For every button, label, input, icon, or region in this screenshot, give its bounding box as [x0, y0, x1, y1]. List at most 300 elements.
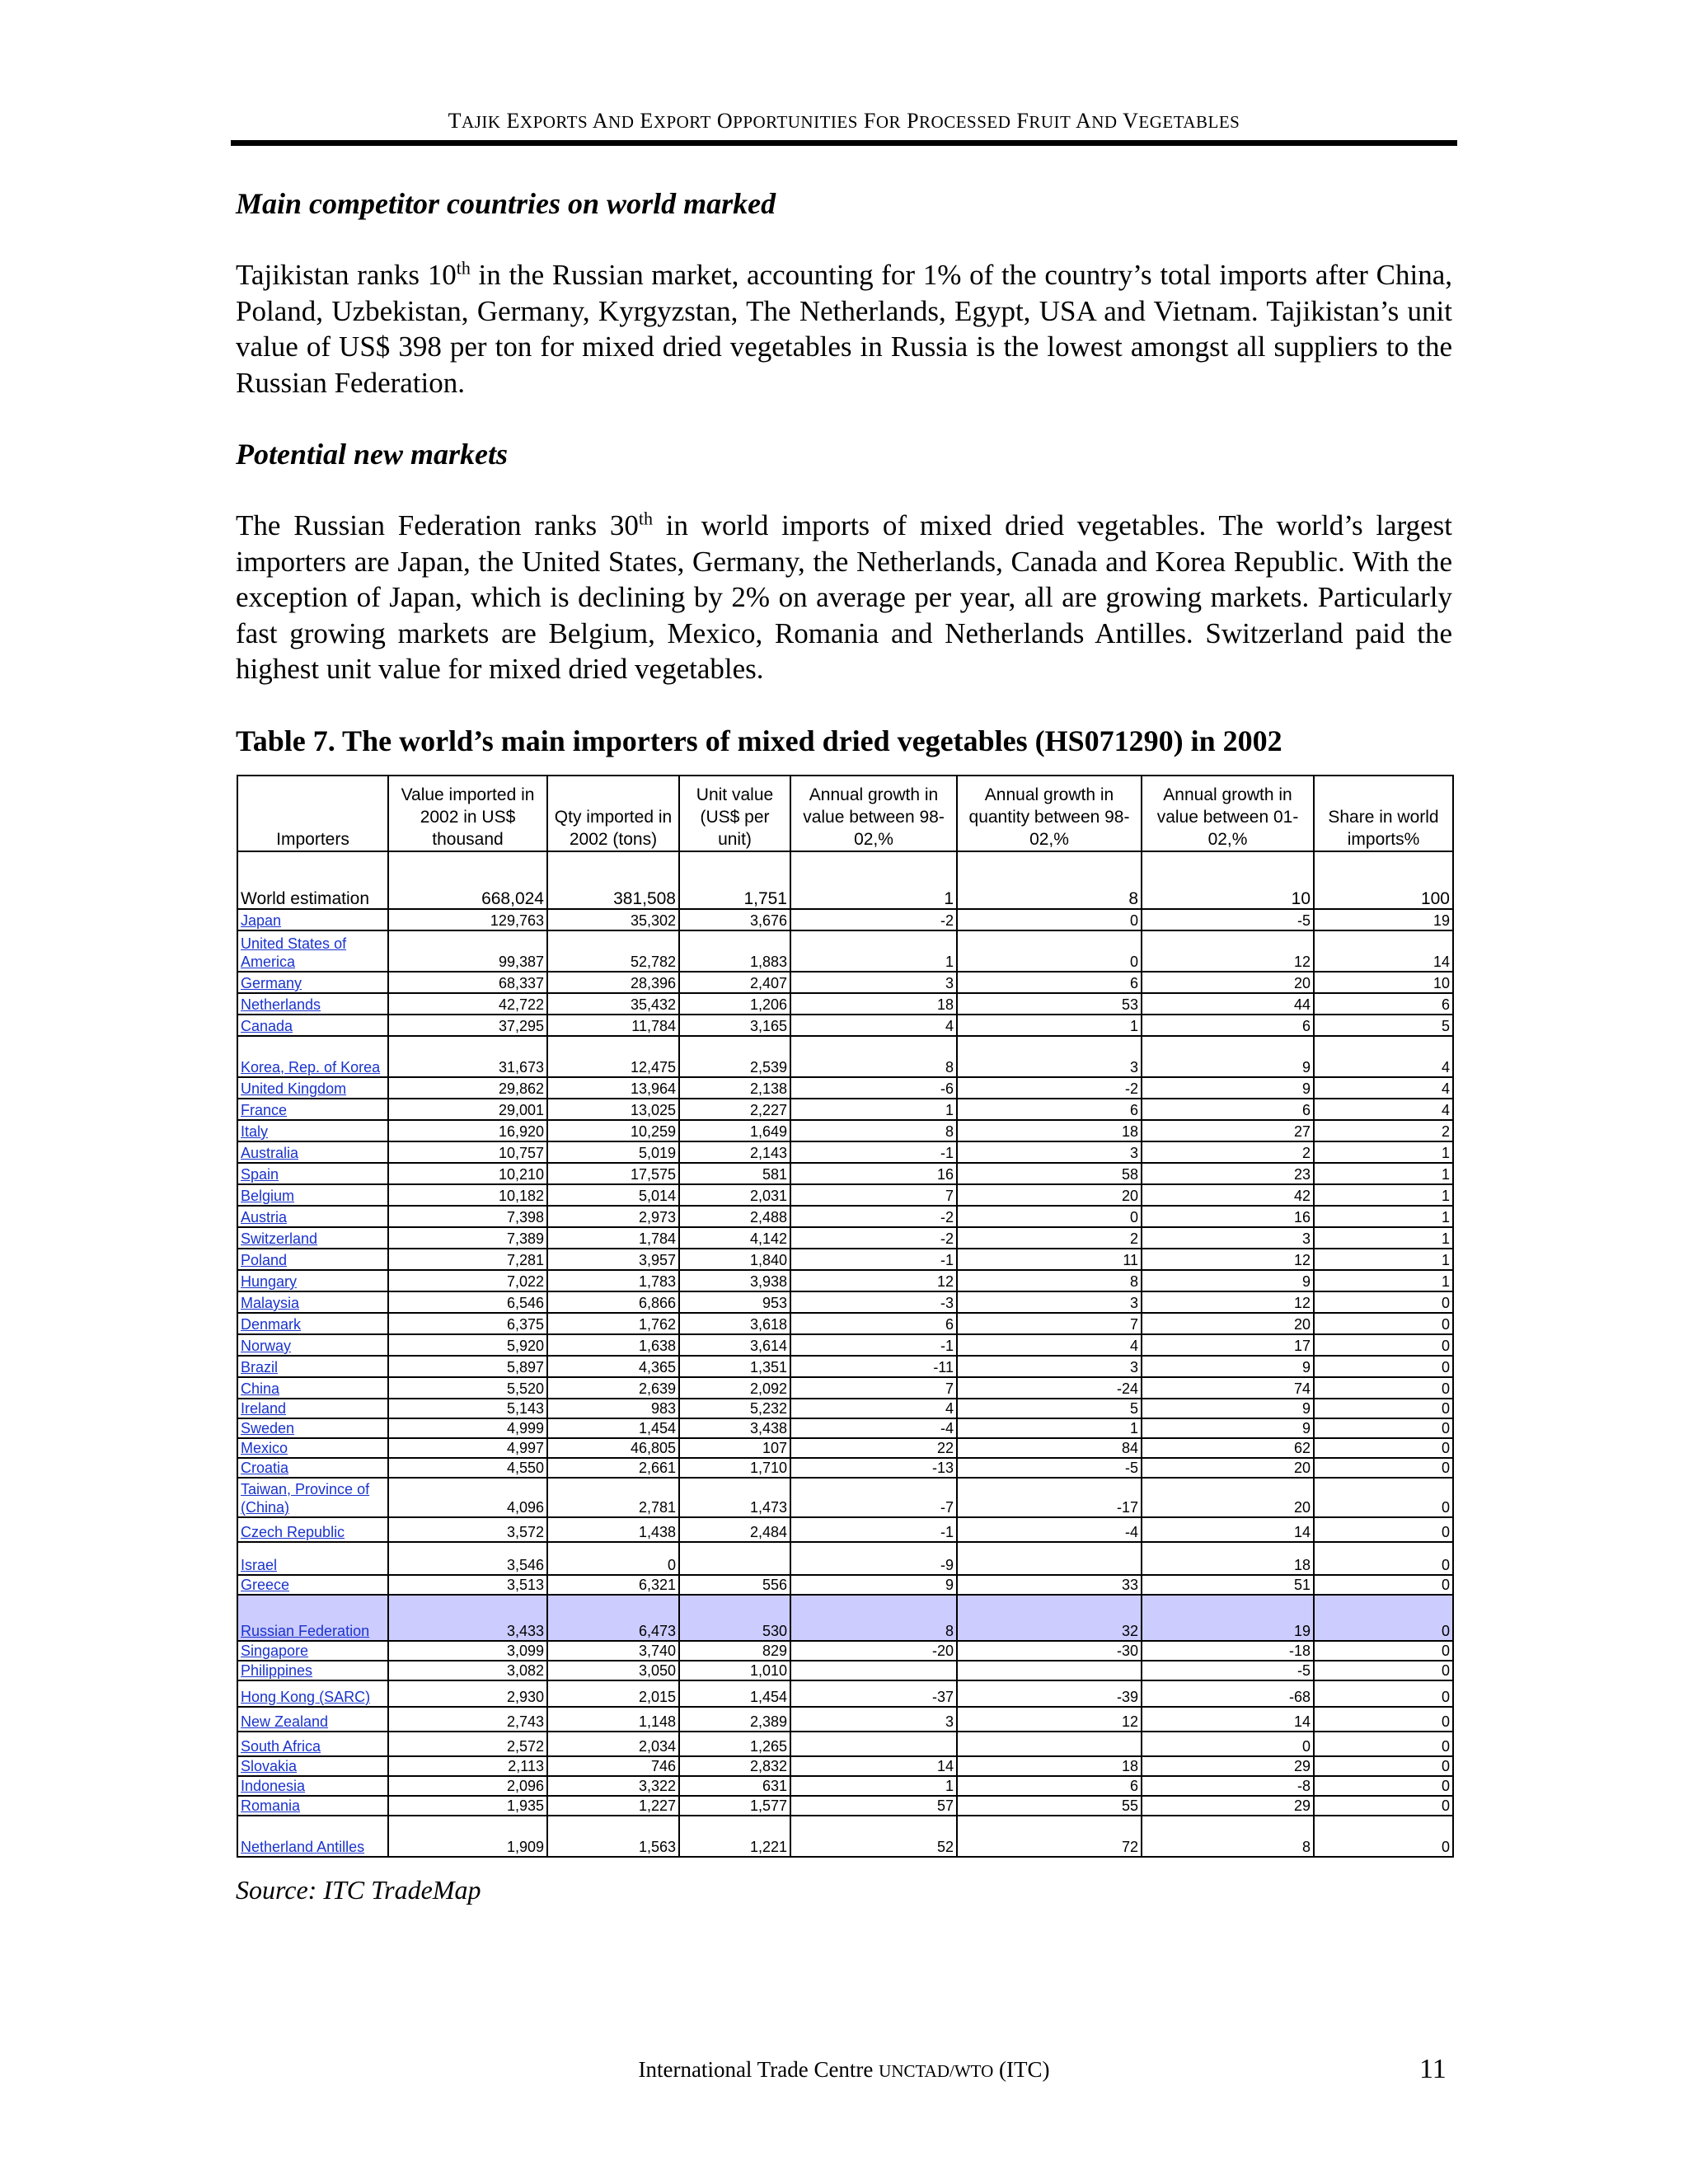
- table-cell: 8: [1142, 1816, 1314, 1857]
- table-cell: 2,389: [679, 1707, 790, 1732]
- importer-link[interactable]: Belgium: [237, 1184, 388, 1206]
- table-cell: [790, 1661, 957, 1680]
- table-cell: -2: [957, 1077, 1142, 1099]
- table-cell: 1,751: [679, 851, 790, 909]
- importer-link[interactable]: Australia: [237, 1141, 388, 1163]
- table-cell: 0: [1314, 1418, 1453, 1438]
- table-cell: 4,999: [388, 1418, 547, 1438]
- table-cell: 1: [1314, 1163, 1453, 1184]
- table-cell: 14: [1142, 1707, 1314, 1732]
- table-row: [237, 1796, 1453, 1816]
- table-cell: 12: [1142, 1249, 1314, 1270]
- table-cell: 3,438: [679, 1418, 790, 1438]
- table-cell: 57: [790, 1796, 957, 1816]
- importer-link[interactable]: Romania: [237, 1796, 388, 1816]
- table-cell: 3: [1142, 1227, 1314, 1249]
- col-header-unit-value: Unit value (US$ per unit): [679, 776, 790, 851]
- table-cell: 1,762: [547, 1313, 679, 1334]
- table-row: [237, 1163, 1453, 1184]
- importer-link[interactable]: France: [237, 1099, 388, 1120]
- table-cell: 1,638: [547, 1334, 679, 1356]
- table-cell: 17: [1142, 1334, 1314, 1356]
- table-cell: 8: [957, 1270, 1142, 1291]
- table-cell: 14: [790, 1756, 957, 1776]
- table-header-row: [237, 776, 1453, 851]
- importer-link[interactable]: Croatia: [237, 1458, 388, 1478]
- table-cell: -1: [790, 1249, 957, 1270]
- table-cell: 0: [1314, 1356, 1453, 1377]
- table-cell: [957, 1661, 1142, 1680]
- table-row: [237, 1478, 1453, 1517]
- table-cell: 9: [790, 1575, 957, 1595]
- table-cell: 0: [1314, 1517, 1453, 1542]
- table-cell: -1: [790, 1141, 957, 1163]
- table-cell: 5: [957, 1399, 1142, 1418]
- table-cell: 1,221: [679, 1816, 790, 1857]
- importer-link[interactable]: Philippines: [237, 1661, 388, 1680]
- importer-link[interactable]: China: [237, 1377, 388, 1399]
- importer-link[interactable]: Israel: [237, 1542, 388, 1575]
- table-cell: 1: [790, 1099, 957, 1120]
- importer-link[interactable]: Brazil: [237, 1356, 388, 1377]
- table-cell: 4: [1314, 1099, 1453, 1120]
- importer-link[interactable]: Canada: [237, 1015, 388, 1036]
- table-cell: 29,862: [388, 1077, 547, 1099]
- table-cell: 2,092: [679, 1377, 790, 1399]
- table-cell: 2,639: [547, 1377, 679, 1399]
- table-cell: 10,182: [388, 1184, 547, 1206]
- table-cell: 1: [790, 851, 957, 909]
- table-cell: 4,550: [388, 1458, 547, 1478]
- importer-link[interactable]: Slovakia: [237, 1756, 388, 1776]
- importer-link[interactable]: United Kingdom: [237, 1077, 388, 1099]
- table-cell: 0: [1314, 1796, 1453, 1816]
- table-cell: 1: [1314, 1270, 1453, 1291]
- table-cell: -1: [790, 1334, 957, 1356]
- table-cell: 1,783: [547, 1270, 679, 1291]
- table-cell: -5: [957, 1458, 1142, 1478]
- importer-link[interactable]: Singapore: [237, 1641, 388, 1661]
- table-row: [237, 1377, 1453, 1399]
- table-cell: 0: [1314, 1776, 1453, 1796]
- importer-link[interactable]: South Africa: [237, 1732, 388, 1756]
- table-cell: -7: [790, 1478, 957, 1517]
- table-cell: 11: [957, 1249, 1142, 1270]
- table-row: [237, 1399, 1453, 1418]
- table-cell: 12: [790, 1270, 957, 1291]
- table-cell: 530: [679, 1595, 790, 1641]
- table-cell: 16: [1142, 1206, 1314, 1227]
- table-row: [237, 1816, 1453, 1857]
- table-cell: 12: [1142, 1291, 1314, 1313]
- importer-link[interactable]: Germany: [237, 972, 388, 993]
- table-cell: 23: [1142, 1163, 1314, 1184]
- table-cell: 4: [1314, 1036, 1453, 1077]
- table-cell: 2,488: [679, 1206, 790, 1227]
- table-cell: 1: [957, 1418, 1142, 1438]
- table-cell: 32: [957, 1595, 1142, 1641]
- page-number: 11: [1419, 2054, 1447, 2084]
- table-cell: 4: [957, 1334, 1142, 1356]
- table-cell: 0: [1314, 1732, 1453, 1756]
- table-cell: 4,142: [679, 1227, 790, 1249]
- table-cell: 5,143: [388, 1399, 547, 1418]
- table-row: [237, 1776, 1453, 1796]
- table-cell: 556: [679, 1575, 790, 1595]
- table-cell: 9: [1142, 1036, 1314, 1077]
- table-row: [237, 1661, 1453, 1680]
- importer-link[interactable]: Malaysia: [237, 1291, 388, 1313]
- table-cell: 2,781: [547, 1478, 679, 1517]
- importer-link[interactable]: Indonesia: [237, 1776, 388, 1796]
- importer-link[interactable]: Mexico: [237, 1438, 388, 1458]
- table-cell: 6: [957, 972, 1142, 993]
- table-source: Source: ITC TradeMap: [236, 1875, 481, 1905]
- table-cell: [957, 1732, 1142, 1756]
- importer-link[interactable]: Hong Kong (SARC): [237, 1680, 388, 1707]
- table-cell: 29,001: [388, 1099, 547, 1120]
- table-row: [237, 1141, 1453, 1163]
- table-row-world: [237, 851, 1453, 909]
- table-cell: 107: [679, 1438, 790, 1458]
- table-cell: 5,897: [388, 1356, 547, 1377]
- section-heading-competitors: Main competitor countries on world marked: [236, 187, 776, 220]
- table-cell: -6: [790, 1077, 957, 1099]
- table-cell: 0: [1314, 1816, 1453, 1857]
- table-row: [237, 1313, 1453, 1334]
- table-cell: 2,539: [679, 1036, 790, 1077]
- table-cell: 4,096: [388, 1478, 547, 1517]
- table-row: [237, 1517, 1453, 1542]
- table-cell: 9: [1142, 1399, 1314, 1418]
- importer-link[interactable]: Italy: [237, 1120, 388, 1141]
- table-cell: 2,572: [388, 1732, 547, 1756]
- table-cell: 8: [790, 1120, 957, 1141]
- col-header-importers: Importers: [237, 776, 388, 851]
- table-cell: [679, 1542, 790, 1575]
- table-cell: 4: [790, 1399, 957, 1418]
- table-cell: 6,473: [547, 1595, 679, 1641]
- table-cell: 0: [1314, 1438, 1453, 1458]
- table-cell: 3,938: [679, 1270, 790, 1291]
- table-cell: 16,920: [388, 1120, 547, 1141]
- table-cell: 0: [1314, 1707, 1453, 1732]
- importer-link[interactable]: Ireland: [237, 1399, 388, 1418]
- table-cell: 35,302: [547, 909, 679, 930]
- table-cell: -39: [957, 1680, 1142, 1707]
- table-cell: 5,920: [388, 1334, 547, 1356]
- table-cell: 1,454: [547, 1418, 679, 1438]
- importer-link[interactable]: Taiwan, Province of (China): [237, 1478, 388, 1517]
- table-cell: 100: [1314, 851, 1453, 909]
- col-header-qty: Qty imported in 2002 (tons): [547, 776, 679, 851]
- header-rule: [231, 140, 1457, 146]
- importer-link[interactable]: Czech Republic: [237, 1517, 388, 1542]
- table-cell: 3,433: [388, 1595, 547, 1641]
- table-cell: 55: [957, 1796, 1142, 1816]
- importer-link: World estimation: [237, 851, 388, 909]
- table-cell: 1: [1314, 1184, 1453, 1206]
- col-header-value: Value imported in 2002 in US$ thousand: [388, 776, 547, 851]
- table-cell: 1,227: [547, 1796, 679, 1816]
- table-cell: 18: [1142, 1542, 1314, 1575]
- table-cell: 2,031: [679, 1184, 790, 1206]
- running-header: TAJIK EXPORTS AND EXPORT OPPORTUNITIES FOR PROCESSED FRUIT AND VEGETABLES: [448, 109, 1240, 133]
- table-cell: 6,321: [547, 1575, 679, 1595]
- table-cell: -20: [790, 1641, 957, 1661]
- table-cell: 2,113: [388, 1756, 547, 1776]
- table-cell: 9: [1142, 1270, 1314, 1291]
- table-cell: 22: [790, 1438, 957, 1458]
- table-cell: 3: [957, 1036, 1142, 1077]
- table-cell: 7,389: [388, 1227, 547, 1249]
- table-cell: 18: [957, 1120, 1142, 1141]
- table-cell: 6: [957, 1099, 1142, 1120]
- table-cell: 0: [1314, 1595, 1453, 1641]
- col-header-growth-0102: Annual growth in value between 01-02,%: [1142, 776, 1314, 851]
- table-cell: -1: [790, 1517, 957, 1542]
- table-cell: -11: [790, 1356, 957, 1377]
- table-row: [237, 1575, 1453, 1595]
- col-header-growth-qty: Annual growth in quantity between 98-02,%: [957, 776, 1142, 851]
- table-cell: 7,281: [388, 1249, 547, 1270]
- table-cell: 1,840: [679, 1249, 790, 1270]
- table-cell: 0: [957, 909, 1142, 930]
- table-cell: 10: [1142, 851, 1314, 909]
- table-cell: 129,763: [388, 909, 547, 930]
- table-cell: 29: [1142, 1756, 1314, 1776]
- table-cell: 58: [957, 1163, 1142, 1184]
- table-cell: 7: [790, 1184, 957, 1206]
- table-row: [237, 1756, 1453, 1776]
- table-cell: 14: [1142, 1517, 1314, 1542]
- table-row: [237, 1356, 1453, 1377]
- importer-link[interactable]: Japan: [237, 909, 388, 930]
- table-cell: 1,265: [679, 1732, 790, 1756]
- table-cell: 20: [1142, 1313, 1314, 1334]
- table-cell: 62: [1142, 1438, 1314, 1458]
- importer-link[interactable]: Spain: [237, 1163, 388, 1184]
- table-cell: 6: [957, 1776, 1142, 1796]
- table-cell: -2: [790, 1227, 957, 1249]
- table-row: [237, 1458, 1453, 1478]
- table-cell: 33: [957, 1575, 1142, 1595]
- table-cell: 3,546: [388, 1542, 547, 1575]
- table-cell: 668,024: [388, 851, 547, 909]
- table-cell: 1,473: [679, 1478, 790, 1517]
- importer-link[interactable]: Norway: [237, 1334, 388, 1356]
- table-cell: 1,710: [679, 1458, 790, 1478]
- table-cell: 0: [547, 1542, 679, 1575]
- table-cell: 7,022: [388, 1270, 547, 1291]
- table-cell: 16: [790, 1163, 957, 1184]
- table-cell: 8: [957, 851, 1142, 909]
- importer-link[interactable]: Switzerland: [237, 1227, 388, 1249]
- table-cell: 7,398: [388, 1206, 547, 1227]
- paragraph-new-markets: The Russian Federation ranks 30th in world imports of mixed dried vegetables. The world’s largest importers are Japan, the United States, Germany, the Netherlands, Canada and Korea Republic. With the exception of Japan, which is declining by 2% on average per year, all are growing markets. Particularly fast growing markets are Belgium, Mexico, Romania and Netherlands Antilles. Switzerland paid the highest unit value for mixed dried vegetables.: [236, 508, 1452, 685]
- table-cell: 3: [790, 972, 957, 993]
- importer-link[interactable]: Korea, Rep. of Korea: [237, 1036, 388, 1077]
- table-cell: 1: [1314, 1249, 1453, 1270]
- table-cell: 1,563: [547, 1816, 679, 1857]
- table-cell: 2,484: [679, 1517, 790, 1542]
- table-cell: 5,014: [547, 1184, 679, 1206]
- col-header-share: Share in world imports%: [1314, 776, 1453, 851]
- importer-link[interactable]: Russian Federation: [237, 1595, 388, 1641]
- table-cell: 42: [1142, 1184, 1314, 1206]
- table-cell: 2,143: [679, 1141, 790, 1163]
- table-row: [237, 1077, 1453, 1099]
- table-cell: 3,513: [388, 1575, 547, 1595]
- importer-link[interactable]: Netherlands: [237, 993, 388, 1015]
- section-heading-new-markets: Potential new markets: [236, 438, 509, 471]
- importer-link[interactable]: Denmark: [237, 1313, 388, 1334]
- page-footer: International Trade Centre UNCTAD/WTO (ITC): [638, 2057, 1050, 2082]
- table-cell: 11,784: [547, 1015, 679, 1036]
- table-cell: 17,575: [547, 1163, 679, 1184]
- table-cell: 29: [1142, 1796, 1314, 1816]
- table-cell: 8: [790, 1595, 957, 1641]
- table-cell: 12: [1142, 930, 1314, 972]
- table-cell: 3,614: [679, 1334, 790, 1356]
- table-row: [237, 1438, 1453, 1458]
- table-cell: 1: [957, 1015, 1142, 1036]
- table-cell: 6,375: [388, 1313, 547, 1334]
- table-cell: -3: [790, 1291, 957, 1313]
- table-cell: 2,743: [388, 1707, 547, 1732]
- importer-link[interactable]: Hungary: [237, 1270, 388, 1291]
- table-cell: -30: [957, 1641, 1142, 1661]
- table-cell: 1,438: [547, 1517, 679, 1542]
- table-cell: 0: [1314, 1291, 1453, 1313]
- importer-link[interactable]: Greece: [237, 1575, 388, 1595]
- importer-link[interactable]: Sweden: [237, 1418, 388, 1438]
- table-cell: 1,577: [679, 1796, 790, 1816]
- table-cell: 0: [1314, 1478, 1453, 1517]
- table-cell: 0: [1314, 1680, 1453, 1707]
- table-cell: 953: [679, 1291, 790, 1313]
- table-row: [237, 1227, 1453, 1249]
- table-cell: [957, 1542, 1142, 1575]
- table-cell: 72: [957, 1816, 1142, 1857]
- table-cell: 9: [1142, 1356, 1314, 1377]
- table-cell: 3: [790, 1707, 957, 1732]
- table-row: [237, 1015, 1453, 1036]
- table-row: [237, 1120, 1453, 1141]
- table-cell: 0: [957, 1206, 1142, 1227]
- table-cell: 746: [547, 1756, 679, 1776]
- table-cell: 14: [1314, 930, 1453, 972]
- table-cell: 2,973: [547, 1206, 679, 1227]
- table-cell: [790, 1732, 957, 1756]
- table-cell: 6: [1142, 1015, 1314, 1036]
- table-cell: 3: [957, 1141, 1142, 1163]
- table-cell: 1,649: [679, 1120, 790, 1141]
- table-cell: 3,676: [679, 909, 790, 930]
- table-cell: 1,883: [679, 930, 790, 972]
- table-cell: 2: [957, 1227, 1142, 1249]
- table-cell: 44: [1142, 993, 1314, 1015]
- table-cell: 8: [790, 1036, 957, 1077]
- table-cell: 13,025: [547, 1099, 679, 1120]
- table-row: [237, 1099, 1453, 1120]
- table-cell: 18: [790, 993, 957, 1015]
- table-cell: 3,099: [388, 1641, 547, 1661]
- table-row: [237, 1732, 1453, 1756]
- table-cell: -18: [1142, 1641, 1314, 1661]
- table-cell: 28,396: [547, 972, 679, 993]
- importer-link[interactable]: United States of America: [237, 930, 388, 972]
- table-cell: 4,997: [388, 1438, 547, 1458]
- importer-link[interactable]: Poland: [237, 1249, 388, 1270]
- table-cell: 0: [1314, 1575, 1453, 1595]
- importer-link[interactable]: Austria: [237, 1206, 388, 1227]
- table-cell: 2,227: [679, 1099, 790, 1120]
- table-cell: -5: [1142, 1661, 1314, 1680]
- table-cell: 1,454: [679, 1680, 790, 1707]
- table-cell: 5,019: [547, 1141, 679, 1163]
- table-cell: 0: [957, 930, 1142, 972]
- table-cell: 0: [1314, 1313, 1453, 1334]
- table-cell: 51: [1142, 1575, 1314, 1595]
- table-cell: 27: [1142, 1120, 1314, 1141]
- table-cell: -8: [1142, 1776, 1314, 1796]
- table-cell: 0: [1314, 1399, 1453, 1418]
- table-row: [237, 1206, 1453, 1227]
- table-cell: 0: [1314, 1542, 1453, 1575]
- table-cell: 53: [957, 993, 1142, 1015]
- table-cell: 0: [1314, 1458, 1453, 1478]
- table-cell: 52,782: [547, 930, 679, 972]
- table-cell: 581: [679, 1163, 790, 1184]
- table-cell: 6,866: [547, 1291, 679, 1313]
- table-cell: 1: [790, 1776, 957, 1796]
- table-cell: 1,909: [388, 1816, 547, 1857]
- table-cell: 12,475: [547, 1036, 679, 1077]
- table-row: [237, 1334, 1453, 1356]
- table-cell: 3,957: [547, 1249, 679, 1270]
- table-cell: -2: [790, 1206, 957, 1227]
- table-cell: 7: [957, 1313, 1142, 1334]
- importer-link[interactable]: New Zealand: [237, 1707, 388, 1732]
- table-cell: 2,832: [679, 1756, 790, 1776]
- table-cell: 31,673: [388, 1036, 547, 1077]
- importer-link[interactable]: Netherland Antilles: [237, 1816, 388, 1857]
- table-cell: 1,148: [547, 1707, 679, 1732]
- table-cell: -13: [790, 1458, 957, 1478]
- table-cell: 12: [957, 1707, 1142, 1732]
- table-cell: 3,082: [388, 1661, 547, 1680]
- table-cell: 3: [957, 1356, 1142, 1377]
- table-cell: 1,010: [679, 1661, 790, 1680]
- table-cell: 1: [1314, 1227, 1453, 1249]
- table-cell: 74: [1142, 1377, 1314, 1399]
- table-cell: 2: [1142, 1141, 1314, 1163]
- table-cell: 10,757: [388, 1141, 547, 1163]
- table-cell: 2,096: [388, 1776, 547, 1796]
- table-cell: 99,387: [388, 930, 547, 972]
- table-cell: -4: [957, 1517, 1142, 1542]
- table-cell: 2,034: [547, 1732, 679, 1756]
- table-cell: 4: [790, 1015, 957, 1036]
- table-cell: 3,618: [679, 1313, 790, 1334]
- table-cell: 10,210: [388, 1163, 547, 1184]
- table-cell: 2,138: [679, 1077, 790, 1099]
- table-cell: 0: [1314, 1756, 1453, 1776]
- table-cell: 3,050: [547, 1661, 679, 1680]
- table-cell: 35,432: [547, 993, 679, 1015]
- table-row: [237, 1184, 1453, 1206]
